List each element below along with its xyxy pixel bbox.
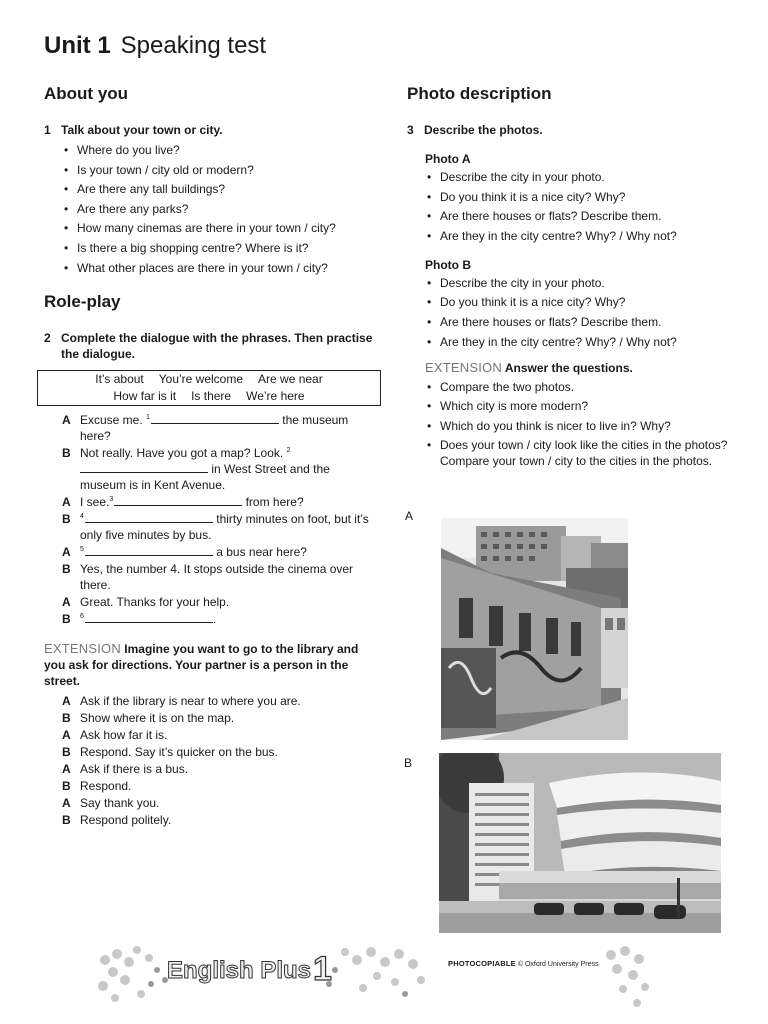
line-pre: Yes, the number 4. It stops outside the cinema over there. (80, 561, 354, 592)
line-text (80, 511, 374, 543)
extension-text: Imagine you want to go to the library and you ask for directions. Your partner is a person in the street. (44, 641, 359, 688)
list-item: • Are they in the city centre? Why? / Why not? (425, 334, 737, 350)
list-item: • Is there a big shopping centre? Where is it? (62, 240, 374, 256)
line-text (80, 561, 374, 593)
list-item: • Are there houses or flats? Describe them. (425, 314, 737, 330)
photo-a-image (441, 518, 628, 740)
speaker: A (62, 693, 71, 708)
phrase-row (38, 371, 380, 388)
gap-number: 1 (146, 413, 150, 421)
phrase-box (37, 370, 381, 406)
photo-extension (425, 360, 737, 376)
line-post: the museum here? (80, 412, 349, 443)
role-play-extension (44, 641, 374, 689)
speaker: B (62, 778, 71, 793)
photo-a-label: A (405, 509, 414, 523)
step-line (62, 778, 374, 794)
list-item: • Are there houses or flats? Describe them. (425, 208, 737, 224)
task-number: 2 (44, 330, 51, 345)
speaker: B (62, 611, 71, 626)
step-text: Respond. Say it’s quicker on the bus. (80, 744, 278, 759)
step-text: Respond politely. (80, 812, 172, 827)
line-text (80, 594, 229, 610)
photo-a-subheading: Photo A (425, 152, 471, 166)
dialogue-line (62, 511, 374, 543)
right-column (407, 84, 737, 473)
page-title (44, 32, 266, 60)
step-line (62, 727, 374, 743)
speaker: B (62, 561, 71, 576)
list-item: • Are there any parks? (62, 201, 374, 217)
dialogue-line (62, 494, 374, 510)
photo-b-image (439, 753, 721, 933)
list-item: • Compare the two photos. (425, 379, 737, 395)
line-post: thirty minutes on foot, but it’s only five minutes by bus. (80, 511, 369, 542)
left-column (44, 84, 374, 829)
answer-gap (85, 612, 213, 623)
step-text: Ask how far it is. (80, 727, 168, 742)
line-post: from here? (242, 494, 304, 509)
task-number: 1 (44, 123, 51, 137)
photo-b-questions (425, 275, 737, 350)
list-item: • Where do you live? (62, 142, 374, 158)
gap-number: 6 (80, 612, 84, 620)
speaker: A (62, 727, 71, 742)
phrase: We’re here (246, 388, 305, 403)
phrase-row (38, 388, 380, 405)
list-item: • Describe the city in your photo. (425, 169, 737, 185)
about-you-heading: About you (44, 84, 129, 103)
answer-gap (85, 545, 213, 556)
unit-number: Unit 1 (44, 32, 111, 59)
photo-description-heading: Photo description (407, 84, 552, 103)
step-text: Ask if the library is near to where you are. (80, 693, 301, 708)
step-line (62, 812, 374, 828)
phrase: Is there (191, 388, 232, 403)
dialogue-line (62, 611, 374, 627)
answer-gap (80, 462, 208, 473)
about-you-questions (62, 142, 374, 276)
answer-gap (85, 512, 213, 523)
logo-number: 1 (313, 950, 332, 988)
list-item: • Are they in the city centre? Why? / Why not? (425, 228, 737, 244)
line-text (80, 412, 374, 444)
list-item: • Are there any tall buildings? (62, 181, 374, 197)
gap-number: 4 (80, 512, 84, 520)
footer-decoration (603, 945, 653, 1015)
line-text (80, 445, 374, 493)
list-item: • Do you think it is a nice city? Why? (425, 294, 737, 310)
speaker: B (62, 445, 71, 460)
task-3 (407, 122, 737, 138)
step-text: Show where it is on the map. (80, 710, 235, 725)
list-item: • How many cinemas are there in your town / city? (62, 220, 374, 236)
step-line (62, 693, 374, 709)
extension-label: EXTENSION (44, 640, 121, 656)
step-text: Say thank you. (80, 795, 160, 810)
unit-topic: Speaking test (120, 32, 267, 59)
line-pre: Great. Thanks for your help. (80, 594, 230, 609)
list-item: • Does your town / city look like the cities in the photos? Compare your town / city to the cities in the photos. (425, 437, 737, 469)
list-item: • What other places are there in your town / city? (62, 260, 374, 276)
photo-a-questions (425, 169, 737, 244)
answer-gap (151, 413, 279, 424)
extension-text: Answer the questions. (504, 360, 633, 375)
english-plus-logo (95, 940, 430, 1010)
line-pre: Excuse me. (80, 412, 147, 427)
step-line (62, 744, 374, 760)
role-play-steps (62, 693, 374, 828)
line-pre: Not really. Have you got a map? Look. (80, 445, 287, 460)
step-text: Respond. (80, 778, 132, 793)
speaker: A (62, 412, 71, 427)
dialogue (62, 412, 374, 627)
speaker: B (62, 812, 71, 827)
task-1 (44, 122, 374, 138)
task-instruction: Describe the photos. (424, 123, 543, 137)
gap-number: 2 (286, 446, 291, 454)
photo-b-label: B (404, 756, 413, 770)
dialogue-line (62, 544, 374, 560)
speaker: A (62, 544, 71, 559)
line-post: . (212, 611, 217, 626)
dialogue-line (62, 561, 374, 593)
list-item: • Do you think it is a nice city? Why? (425, 189, 737, 205)
speaker: B (62, 710, 71, 725)
list-item: • Is your town / city old or modern? (62, 162, 374, 178)
gap-number: 3 (109, 495, 114, 503)
dialogue-line (62, 412, 374, 444)
extension-questions (425, 379, 737, 470)
gap-number: 5 (80, 545, 84, 553)
speaker: A (62, 795, 71, 810)
list-item: • Describe the city in your photo. (425, 275, 737, 291)
answer-gap (114, 495, 242, 506)
step-line (62, 710, 374, 726)
task-instruction: Talk about your town or city. (61, 123, 223, 137)
line-post: a bus near here? (212, 544, 307, 559)
task-2 (44, 330, 374, 362)
phrase: You’re welcome (158, 371, 244, 386)
copyright-text: © Oxford University Press (517, 961, 599, 968)
task-number: 3 (407, 123, 414, 137)
phrase: Are we near (258, 371, 323, 386)
photo-b-subheading: Photo B (425, 257, 471, 272)
dialogue-line (62, 594, 374, 610)
dialogue-line (62, 445, 374, 493)
line-pre: I see. (80, 494, 110, 509)
line-text (80, 544, 307, 560)
speaker: A (62, 494, 71, 509)
extension-label: EXTENSION (425, 359, 502, 375)
list-item: • Which do you think is nicer to live in? Why? (425, 418, 737, 434)
step-line (62, 795, 374, 811)
step-line (62, 761, 374, 777)
speaker: A (62, 594, 71, 609)
speaker: A (62, 761, 71, 776)
line-post: in West Street and the museum is in Kent Avenue. (80, 461, 330, 492)
line-text (80, 611, 216, 627)
copyright-line (448, 959, 598, 968)
line-text (80, 494, 304, 510)
phrase: How far is it (113, 388, 177, 403)
phrase: It’s about (95, 371, 144, 386)
step-text: Ask if there is a bus. (80, 761, 189, 776)
task-instruction: Complete the dialogue with the phrases. Then practise the dialogue. (61, 330, 373, 361)
photocopiable-label: PHOTOCOPIABLE (448, 959, 516, 968)
list-item: • Which city is more modern? (425, 398, 737, 414)
speaker: B (62, 744, 71, 759)
speaker: B (62, 511, 71, 526)
logo-text: English Plus (167, 957, 312, 984)
role-play-heading: Role-play (44, 291, 121, 311)
